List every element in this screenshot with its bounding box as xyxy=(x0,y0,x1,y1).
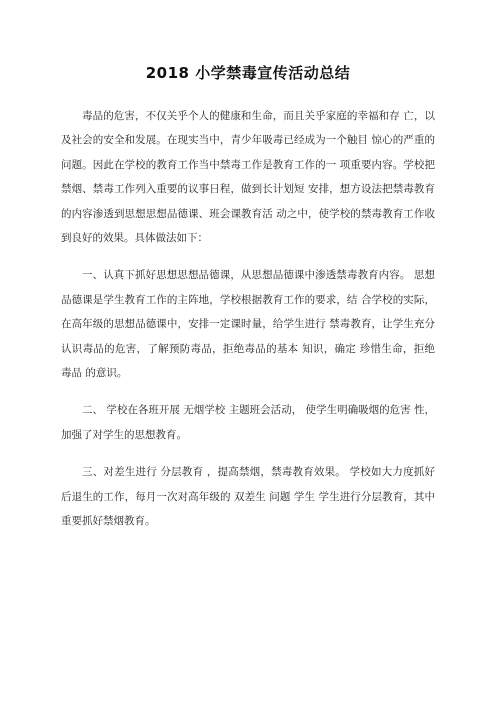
paragraph-point-2: 二、 学校在各班开展 无烟学校 主题班会活动， 使学生明确吸烟的危害 性，加强了对学生的思想教育。 xyxy=(61,404,435,441)
page-title: 2018 小学禁毒宣传活动总结 xyxy=(145,64,351,82)
paragraph-point-1: 一、认真下抓好思想思想品德课，从思想品德课中渗透禁毒教育内容。 思想品德课是学生教育工作的主阵地，学校根据教育工作的要求，结 合学校的实际，在高年级的思想品德课中，安排一定课时量，给学生进行 禁毒教育，让学生充分认识毒品的危害，了解预防毒品，拒绝毒品的基本 知识，确定 珍惜生命，拒绝毒品 的意识。 xyxy=(61,269,435,380)
paragraph-intro: 毒品的危害，不仅关乎个人的健康和生命，而且关乎家庭的幸福和存 亡，以及社会的安全和发展。在现实当中，青少年吸毒已经成为一个触目 惊心的严重的问题。因此在学校的教育工作当中禁毒工作是教育工作的一 项重要内容。学校把禁烟、禁毒工作列入重要的议事日程，做到长计划短 安排，想方设法把禁毒教育的内容渗透到思想思想品德课、班会课教育活 动之中，使学校的禁毒教育工作收到良好的效果。具体做法如下： xyxy=(61,110,435,245)
document-body xyxy=(61,104,435,534)
paragraph-point-3: 三、对差生进行 分层教育 ，提高禁烟，禁毒教育效果。 学校如大力度抓好后退生的工作，每月一次对高年级的 双差生 问题 学生 学生进行分层教育，其中重要抓好禁烟教育。 xyxy=(61,466,435,528)
